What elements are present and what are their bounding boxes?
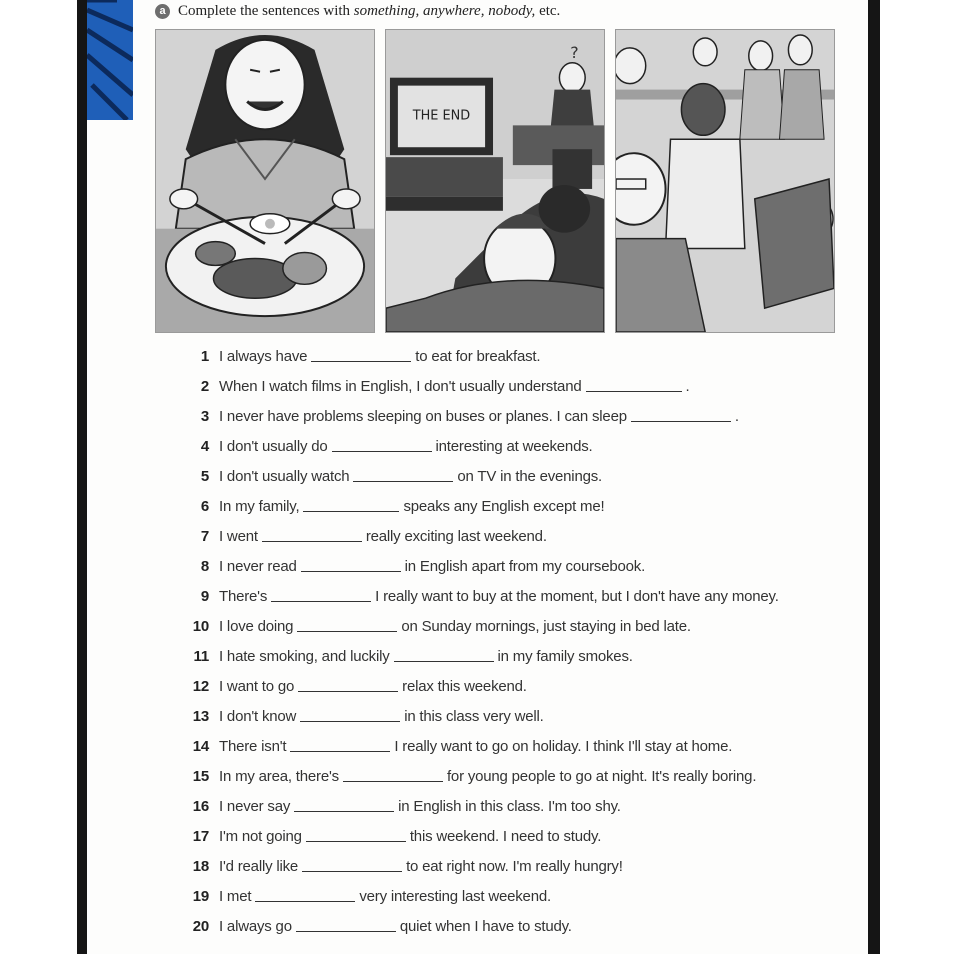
worksheet-page [87, 0, 868, 954]
left-border [77, 0, 87, 954]
answer-blank[interactable] [262, 540, 362, 542]
sentence-12 [177, 671, 867, 701]
sentence-number: 18 [192, 857, 209, 875]
sentence-15 [177, 761, 867, 791]
sentence-text: for young people to go at night. It's really boring. [446, 767, 757, 785]
sentence-6 [177, 491, 867, 521]
sentence-text: I went [219, 527, 258, 545]
answer-blank[interactable] [303, 510, 399, 512]
answer-blank[interactable] [271, 600, 371, 602]
sentence-text: I don't usually do [219, 437, 328, 455]
sentence-1 [177, 341, 867, 371]
sentence-5 [177, 461, 867, 491]
answer-blank[interactable] [394, 660, 494, 662]
sentence-14 [177, 731, 867, 761]
answer-blank[interactable] [298, 690, 398, 692]
sentence-16 [177, 791, 867, 821]
right-border [868, 0, 880, 954]
corner-decoration [87, 0, 133, 120]
answer-blank[interactable] [297, 630, 397, 632]
sentence-text: I'd really like [219, 857, 299, 875]
answer-blank[interactable] [343, 780, 443, 782]
question-mark: ? [570, 42, 579, 62]
sentence-18 [177, 851, 867, 881]
sentence-text: on Sunday mornings, just staying in bed late. [401, 617, 691, 635]
sentence-text: on TV in the evenings. [457, 467, 602, 485]
sentence-number: 10 [192, 617, 209, 635]
sentence-number: 17 [192, 827, 209, 845]
sentence-text: I really want to buy at the moment, but I don't have any money. [375, 587, 779, 605]
sentence-9 [177, 581, 867, 611]
sentence-text: I always have [219, 347, 308, 365]
sentence-19 [177, 881, 867, 911]
answer-blank[interactable] [353, 480, 453, 482]
answer-blank[interactable] [306, 840, 406, 842]
sentence-17 [177, 821, 867, 851]
sentence-text: I love doing [219, 617, 294, 635]
sentence-text: . [685, 377, 690, 395]
sentence-text: I don't know [219, 707, 297, 725]
sentence-text: I never say [219, 797, 291, 815]
tv-caption: THE END [412, 108, 471, 124]
sentence-text: really exciting last weekend. [365, 527, 547, 545]
sentence-text: speaks any English except me! [403, 497, 605, 515]
answer-blank[interactable] [332, 450, 432, 452]
sentence-number: 16 [192, 797, 209, 815]
answer-blank[interactable] [300, 720, 400, 722]
sentence-10 [177, 611, 867, 641]
sentence-text: in my family smokes. [497, 647, 633, 665]
sentence-text: In my family, [219, 497, 300, 515]
sentence-7 [177, 521, 867, 551]
sentence-number: 8 [200, 557, 209, 575]
answer-blank[interactable] [296, 930, 396, 932]
exercise-instruction [155, 1, 560, 21]
exercise-badge: a [155, 4, 170, 19]
answer-blank[interactable] [302, 870, 402, 872]
sentence-number: 13 [192, 707, 209, 725]
sentence-text: There's [219, 587, 268, 605]
sentence-2 [177, 371, 867, 401]
sentence-text: interesting at weekends. [435, 437, 593, 455]
sentence-text: to eat for breakfast. [415, 347, 541, 365]
sentence-number: 7 [200, 527, 209, 545]
sentence-number: 4 [200, 437, 209, 455]
sentence-text: I met [219, 887, 252, 905]
sentence-text: I never have problems sleeping on buses or planes. I can sleep [219, 407, 627, 425]
sentence-13 [177, 701, 867, 731]
sentence-number: 20 [192, 917, 209, 935]
instruction-text: Complete the sentences with something, anywhere, nobody, etc. [178, 2, 561, 19]
sentence-4 [177, 431, 867, 461]
cinema-illustration [615, 29, 835, 333]
sentence-text: very interesting last weekend. [359, 887, 551, 905]
sentence-number: 2 [200, 377, 209, 395]
sentence-number: 6 [200, 497, 209, 515]
sentence-text: When I watch films in English, I don't usually understand [219, 377, 582, 395]
breakfast-illustration [155, 29, 375, 333]
sentence-text: I really want to go on holiday. I think I'll stay at home. [394, 737, 733, 755]
sentence-number: 5 [200, 467, 209, 485]
sentence-text: . [734, 407, 739, 425]
sentence-number: 3 [200, 407, 209, 425]
sentence-text: I want to go [219, 677, 295, 695]
answer-blank[interactable] [301, 570, 401, 572]
sentence-text: quiet when I have to study. [399, 917, 572, 935]
sentence-number: 19 [192, 887, 209, 905]
sentence-text: in English apart from my coursebook. [404, 557, 646, 575]
answer-blank[interactable] [631, 420, 731, 422]
sentence-number: 11 [193, 647, 209, 665]
sentence-text: In my area, there's [219, 767, 339, 785]
sentence-text: I hate smoking, and luckily [219, 647, 390, 665]
sentence-text: relax this weekend. [402, 677, 527, 695]
sentence-number: 14 [192, 737, 209, 755]
sentence-text: There isn't [219, 737, 287, 755]
answer-blank[interactable] [311, 360, 411, 362]
instruction-words: something, anywhere, nobody, [353, 2, 536, 19]
sentence-text: I always go [219, 917, 292, 935]
answer-blank[interactable] [294, 810, 394, 812]
sentence-3 [177, 401, 867, 431]
answer-blank[interactable] [290, 750, 390, 752]
tv-illustration [385, 29, 605, 333]
sentence-text: in English in this class. I'm too shy. [398, 797, 621, 815]
answer-blank[interactable] [255, 900, 355, 902]
sentence-text: I'm not going [219, 827, 302, 845]
sentence-20 [177, 911, 867, 941]
sentence-11 [177, 641, 867, 671]
sentence-text: to eat right now. I'm really hungry! [406, 857, 623, 875]
sentence-number: 9 [200, 587, 209, 605]
sentence-8 [177, 551, 867, 581]
sentence-text: in this class very well. [404, 707, 544, 725]
sentence-text: I never read [219, 557, 297, 575]
sentence-number: 15 [192, 767, 209, 785]
answer-blank[interactable] [586, 390, 682, 392]
sentence-text: this weekend. I need to study. [409, 827, 602, 845]
sentence-list [177, 341, 867, 941]
sentence-number: 12 [192, 677, 209, 695]
sentence-number: 1 [200, 347, 209, 365]
sentence-text: I don't usually watch [219, 467, 350, 485]
